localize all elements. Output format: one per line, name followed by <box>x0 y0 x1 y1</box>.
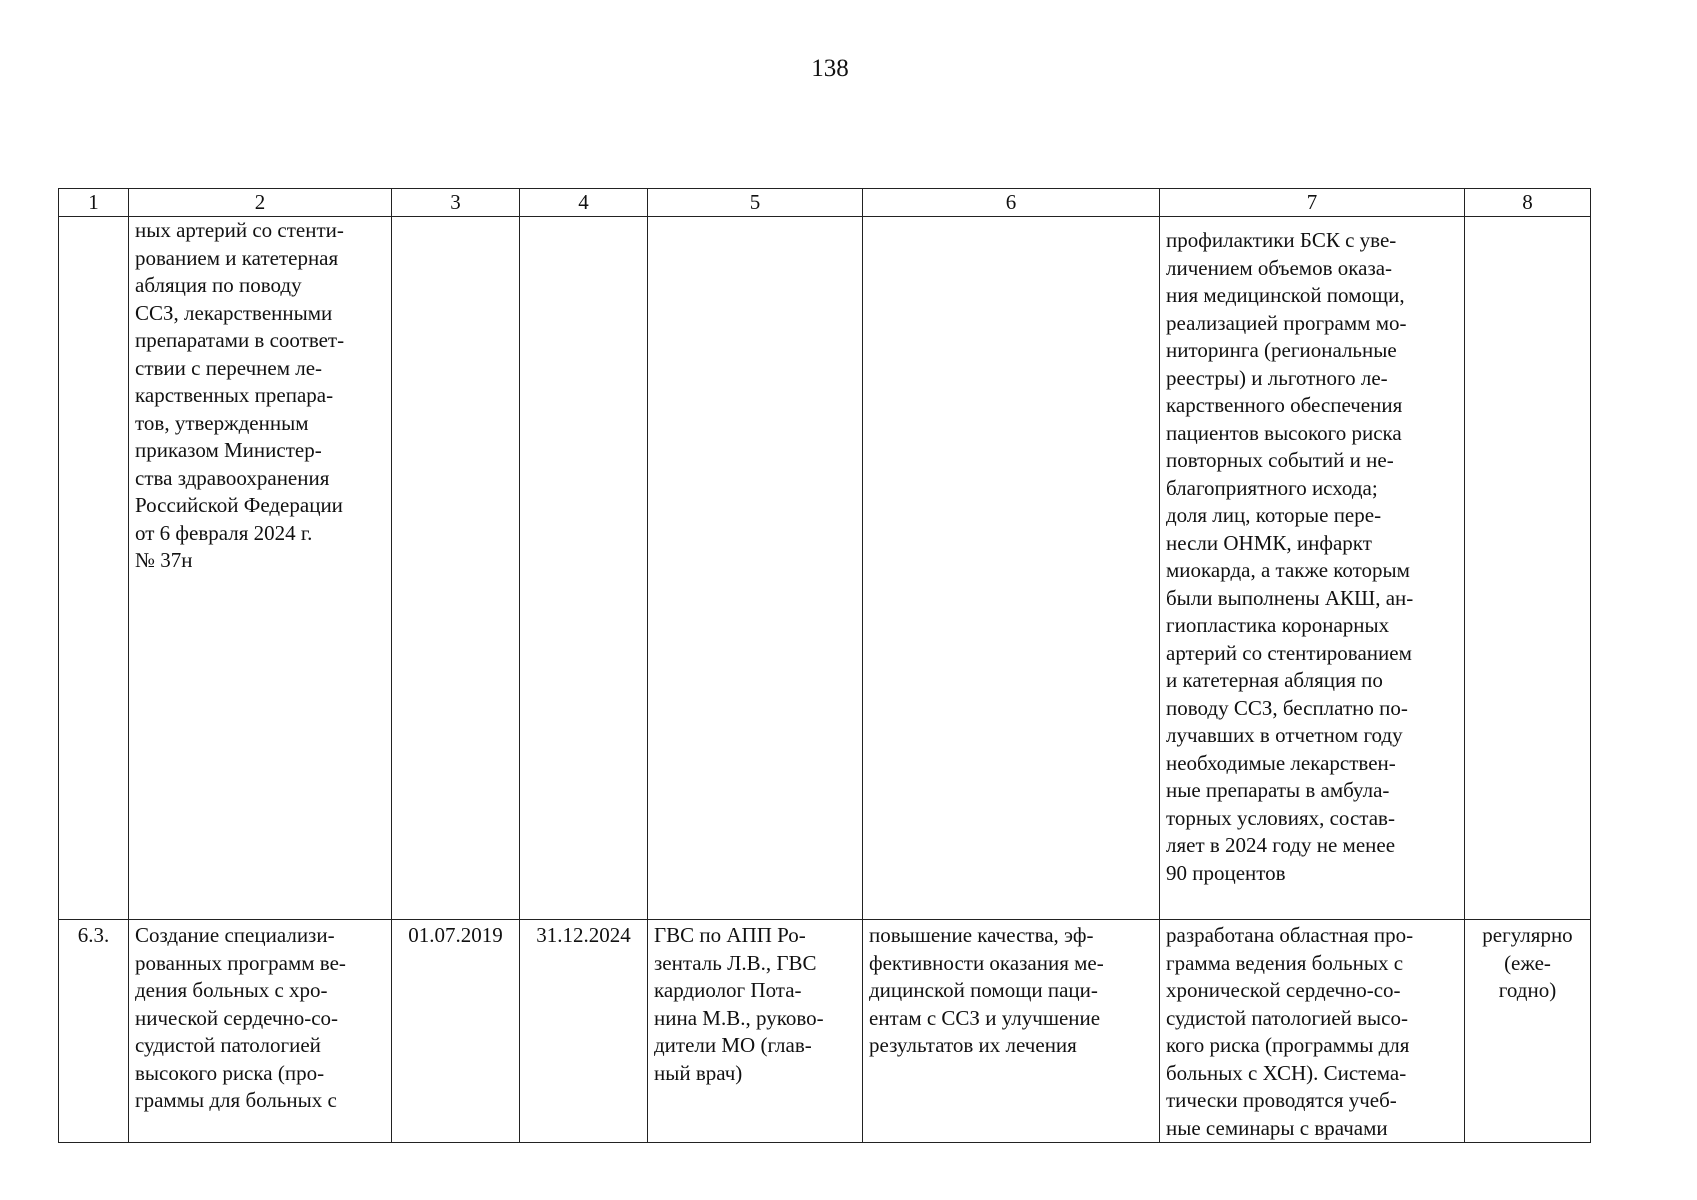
row-number-cell <box>59 217 129 920</box>
header-col-6: 6 <box>863 189 1160 217</box>
header-col-3: 3 <box>392 189 520 217</box>
table-row <box>59 217 1591 920</box>
start-date-cell: 01.07.2019 <box>392 920 520 1143</box>
table-row <box>59 920 1591 1143</box>
effect-cell <box>863 217 1160 920</box>
start-date-cell <box>392 217 520 920</box>
row-number-cell: 6.3. <box>59 920 129 1143</box>
period-cell <box>1465 217 1591 920</box>
header-col-8: 8 <box>1465 189 1591 217</box>
header-col-4: 4 <box>520 189 648 217</box>
end-date-cell: 31.12.2024 <box>520 920 648 1143</box>
responsible-cell: ГВС по АПП Ро- зенталь Л.В., ГВС кардиолог Пота- нина М.В., руково- дители МО (глав- ный врач) <box>648 920 863 1143</box>
effect-cell: повышение качества, эф- фективности оказания ме- дицинской помощи паци- ентам с ССЗ и улучшение результатов их лечения <box>863 920 1160 1143</box>
activity-cell: Создание специализи- рованных программ ве- дения больных с хро- нической сердечно-со- судистой патологией высокого риска (про- граммы для больных с <box>129 920 392 1143</box>
end-date-cell <box>520 217 648 920</box>
indicator-cell: разработана областная про- грамма ведения больных с хронической сердечно-со- судистой патологией высо- кого риска (программы для больных с ХСН). Система- тически проводятся учеб- ные семинары с врачами <box>1160 920 1465 1143</box>
header-col-1: 1 <box>59 189 129 217</box>
activity-cell: ных артерий со стенти- рованием и катетерная абляция по поводу ССЗ, лекарственными препаратами в соответ- ствии с перечнем ле- карственных препара- тов, утвержденным приказом Министер- ства здравоохранения Российской Федерации от 6 февраля 2024 г. № 37н <box>129 217 392 920</box>
header-col-2: 2 <box>129 189 392 217</box>
page-number: 138 <box>811 55 849 82</box>
header-col-7: 7 <box>1160 189 1465 217</box>
period-cell: регулярно (еже- годно) <box>1465 920 1591 1143</box>
header-col-5: 5 <box>648 189 863 217</box>
header-row <box>59 189 1591 217</box>
activity-table <box>58 188 1591 1143</box>
indicator-cell: профилактики БСК с уве- личением объемов оказа- ния медицинской помощи, реализацией программ мо- ниторинга (региональные реестры) и льготного ле- карственного обеспечения пациентов высокого риска повторных событий и не- благоприятного исхода; доля лиц, которые пере- несли ОНМК, инфаркт миокарда, а также которым были выполнены АКШ, ан- гиопластика коронарных артерий со стентированием и катетерная абляция по поводу ССЗ, бесплатно по- лучавших в отчетном году необходимые лекарствен- ные препараты в амбула- торных условиях, состав- ляет в 2024 году не менее 90 процентов <box>1160 217 1465 920</box>
responsible-cell <box>648 217 863 920</box>
